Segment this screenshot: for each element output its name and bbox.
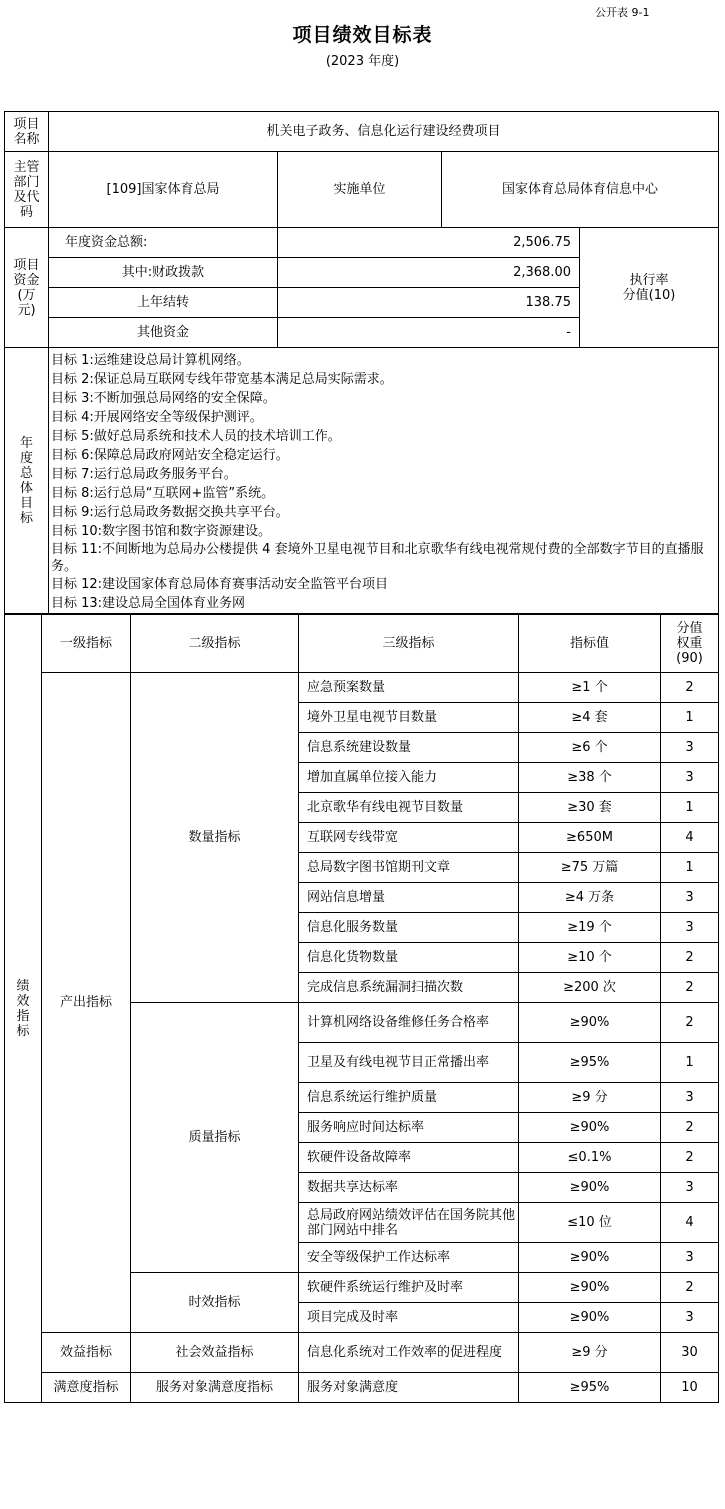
exec-rate-label: 执行率 分值(10) [580, 228, 719, 348]
impl-unit-label: 实施单位 [278, 152, 442, 228]
indicator-value: ≥9 分 [519, 1333, 661, 1373]
level3-indicator: 信息化货物数量 [299, 943, 519, 973]
goal-item: 目标 6:保障总局政府网站安全稳定运行。 [51, 448, 289, 463]
indicator-weight: 3 [661, 1243, 719, 1273]
header-level3: 三级指标 [299, 615, 519, 673]
goal-item: 目标 10:数字图书馆和数字资源建设。 [51, 524, 272, 539]
level3-indicator: 网站信息增量 [299, 883, 519, 913]
indicator-weight: 3 [661, 883, 719, 913]
indicator-value: ≥4 套 [519, 703, 661, 733]
level3-indicator: 数据共享达标率 [299, 1173, 519, 1203]
level3-indicator: 安全等级保护工作达标率 [299, 1243, 519, 1273]
level3-indicator: 软硬件设备故障率 [299, 1143, 519, 1173]
page-title: 项目绩效目标表 [292, 24, 433, 46]
level3-indicator: 信息化服务数量 [299, 913, 519, 943]
impl-unit-value: 国家体育总局体育信息中心 [442, 152, 719, 228]
level3-indicator: 信息系统建设数量 [299, 733, 519, 763]
indicator-weight: 3 [661, 1303, 719, 1333]
level3-indicator: 应急预案数量 [299, 673, 519, 703]
indicator-value: ≥90% [519, 1003, 661, 1043]
indicator-weight: 1 [661, 853, 719, 883]
indicator-weight: 2 [661, 1143, 719, 1173]
level3-indicator: 增加直属单位接入能力 [299, 763, 519, 793]
indicators-table [4, 614, 719, 1403]
indicator-weight: 30 [661, 1333, 719, 1373]
goals-list [49, 348, 719, 614]
project-name-label: 项目 名称 [5, 112, 49, 152]
indicator-weight: 2 [661, 1003, 719, 1043]
indicator-weight: 2 [661, 943, 719, 973]
level3-indicator: 互联网专线带宽 [299, 823, 519, 853]
indicator-value: ≥90% [519, 1243, 661, 1273]
indicator-value: ≥19 个 [519, 913, 661, 943]
table-row [5, 1333, 719, 1373]
indicator-weight: 3 [661, 1173, 719, 1203]
indicator-value: ≥90% [519, 1273, 661, 1303]
level2-indicator: 时效指标 [131, 1273, 299, 1333]
indicator-value: ≥9 分 [519, 1083, 661, 1113]
indicator-weight: 3 [661, 1083, 719, 1113]
indicator-value: ≥95% [519, 1373, 661, 1403]
project-info-table [4, 111, 719, 614]
level2-indicator: 服务对象满意度指标 [131, 1373, 299, 1403]
indicator-value: ≤10 位 [519, 1203, 661, 1243]
level3-indicator: 信息系统运行维护质量 [299, 1083, 519, 1113]
indicator-value: ≤0.1% [519, 1143, 661, 1173]
indicator-weight: 3 [661, 763, 719, 793]
goal-item: 目标 5:做好总局系统和技术人员的技术培训工作。 [51, 429, 341, 444]
level3-indicator: 服务对象满意度 [299, 1373, 519, 1403]
indicators-label: 绩 效 指 标 [5, 615, 42, 1403]
indicator-value: ≥75 万篇 [519, 853, 661, 883]
funds-total-value: 2,506.75 [278, 228, 580, 258]
goal-item: 目标 9:运行总局政务数据交换共享平台。 [51, 505, 289, 520]
indicator-weight: 2 [661, 1113, 719, 1143]
level1-indicator: 效益指标 [42, 1333, 131, 1373]
indicator-value: ≥90% [519, 1113, 661, 1143]
funds-carryover-label: 上年结转 [49, 288, 278, 318]
indicator-weight: 10 [661, 1373, 719, 1403]
indicator-weight: 3 [661, 913, 719, 943]
level3-indicator: 软硬件系统运行维护及时率 [299, 1273, 519, 1303]
goal-item: 目标 8:运行总局“互联网+监管”系统。 [51, 486, 275, 501]
level2-indicator: 数量指标 [131, 673, 299, 1003]
level2-indicator: 社会效益指标 [131, 1333, 299, 1373]
indicator-value: ≥200 次 [519, 973, 661, 1003]
goal-item: 目标 2:保证总局互联网专线年带宽基本满足总局实际需求。 [51, 372, 393, 387]
goal-item: 目标 3:不断加强总局网络的安全保障。 [51, 391, 276, 406]
goal-item: 目标 7:运行总局政务服务平台。 [51, 467, 237, 482]
page-subtitle: (2023 年度) [325, 54, 400, 69]
table-row [5, 673, 719, 703]
indicator-value: ≥95% [519, 1043, 661, 1083]
goal-item: 目标 4:开展网络安全等级保护测评。 [51, 410, 263, 425]
funds-fiscal-label: 其中:财政拨款 [49, 258, 278, 288]
level3-indicator: 项目完成及时率 [299, 1303, 519, 1333]
project-name-value: 机关电子政务、信息化运行建设经费项目 [49, 112, 719, 152]
level3-indicator: 总局政府网站绩效评估在国务院其他部门网站中排名 [299, 1203, 519, 1243]
indicator-value: ≥650M [519, 823, 661, 853]
indicator-weight: 1 [661, 793, 719, 823]
funds-other-value: - [278, 318, 580, 348]
indicator-value: ≥90% [519, 1303, 661, 1333]
funds-label: 项目 资金 (万 元) [5, 228, 49, 348]
indicator-weight: 2 [661, 1273, 719, 1303]
indicator-weight: 1 [661, 1043, 719, 1083]
level3-indicator: 境外卫星电视节目数量 [299, 703, 519, 733]
funds-total-label: 年度资金总额: [49, 228, 278, 258]
funds-fiscal-value: 2,368.00 [278, 258, 580, 288]
level3-indicator: 总局数字图书馆期刊文章 [299, 853, 519, 883]
department-label: 主管 部门 及代 码 [5, 152, 49, 228]
funds-carryover-value: 138.75 [278, 288, 580, 318]
indicator-weight: 1 [661, 703, 719, 733]
level3-indicator: 计算机网络设备维修任务合格率 [299, 1003, 519, 1043]
level3-indicator: 卫星及有线电视节目正常播出率 [299, 1043, 519, 1083]
indicator-weight: 4 [661, 1203, 719, 1243]
level1-indicator: 产出指标 [42, 673, 131, 1333]
indicator-weight: 3 [661, 733, 719, 763]
goal-item: 目标 11:不间断地为总局办公楼提供 4 套境外卫星电视节目和北京歌华有线电视常规付费的全部数字节目的直播服务。 [51, 542, 704, 574]
indicator-value: ≥30 套 [519, 793, 661, 823]
indicator-value: ≥4 万条 [519, 883, 661, 913]
goal-item: 目标 1:运维建设总局计算机网络。 [51, 353, 250, 368]
header-level2: 二级指标 [131, 615, 299, 673]
header-weight: 分值 权重 (90) [661, 615, 719, 673]
goal-item: 目标 12:建设国家体育总局体育赛事活动安全监管平台项目 [51, 577, 389, 592]
level2-indicator: 质量指标 [131, 1003, 299, 1273]
level3-indicator: 服务响应时间达标率 [299, 1113, 519, 1143]
indicator-value: ≥1 个 [519, 673, 661, 703]
indicator-weight: 4 [661, 823, 719, 853]
indicator-value: ≥38 个 [519, 763, 661, 793]
header-value: 指标值 [519, 615, 661, 673]
goal-item: 目标 13:建设总局全国体育业务网 [51, 596, 246, 611]
form-number: 公开表 9-1 [595, 6, 650, 19]
header-level1: 一级指标 [42, 615, 131, 673]
department-value: [109]国家体育总局 [49, 152, 278, 228]
goals-label: 年 度 总 体 目 标 [5, 348, 49, 614]
indicator-weight: 2 [661, 973, 719, 1003]
indicator-value: ≥6 个 [519, 733, 661, 763]
table-row [5, 1373, 719, 1403]
funds-other-label: 其他资金 [49, 318, 278, 348]
level3-indicator: 信息化系统对工作效率的促进程度 [299, 1333, 519, 1373]
level1-indicator: 满意度指标 [42, 1373, 131, 1403]
indicator-weight: 2 [661, 673, 719, 703]
indicator-value: ≥90% [519, 1173, 661, 1203]
indicator-value: ≥10 个 [519, 943, 661, 973]
level3-indicator: 北京歌华有线电视节目数量 [299, 793, 519, 823]
level3-indicator: 完成信息系统漏洞扫描次数 [299, 973, 519, 1003]
